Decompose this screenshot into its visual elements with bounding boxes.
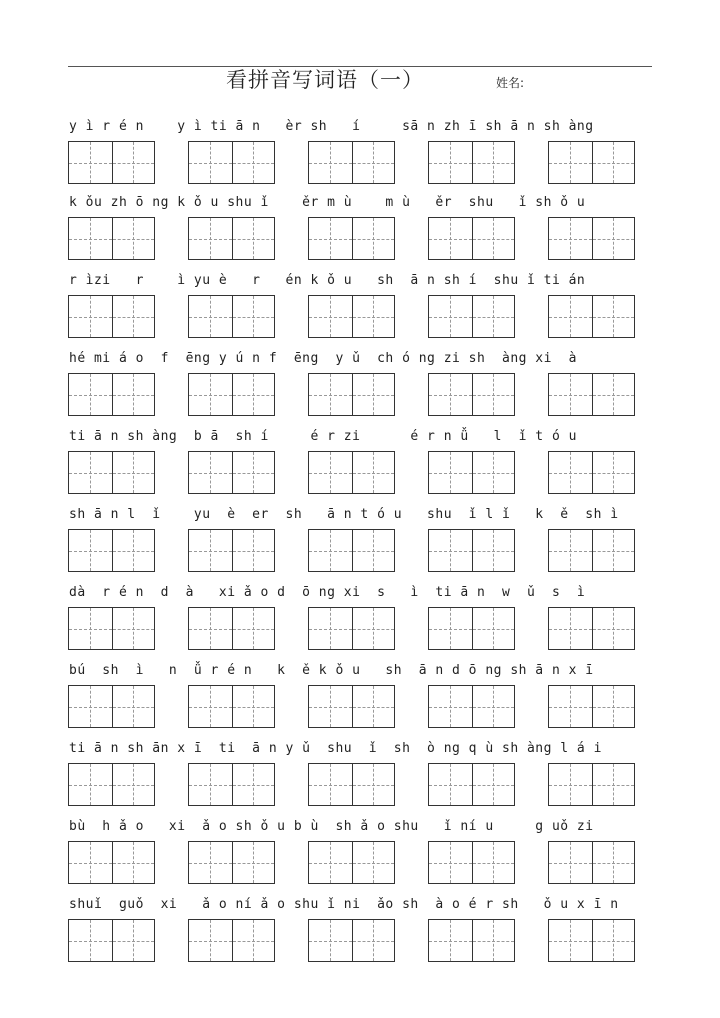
tian-zi-ge-cell[interactable] xyxy=(472,452,515,493)
exercise-row xyxy=(0,119,720,197)
tian-zi-ge-cell[interactable] xyxy=(429,452,472,493)
tian-zi-ge-cell[interactable] xyxy=(69,142,112,183)
tian-zi-ge-cell[interactable] xyxy=(189,296,232,337)
tian-zi-ge-cell[interactable] xyxy=(549,452,592,493)
writing-grid-box[interactable] xyxy=(68,373,155,416)
tian-zi-ge-cell[interactable] xyxy=(549,686,592,727)
tian-zi-ge-cell[interactable] xyxy=(549,142,592,183)
writing-grid-box[interactable] xyxy=(188,373,275,416)
writing-grid-box[interactable] xyxy=(188,451,275,494)
tian-zi-ge-cell[interactable] xyxy=(69,374,112,415)
tian-zi-ge-cell[interactable] xyxy=(352,296,395,337)
tian-zi-ge-cell[interactable] xyxy=(352,218,395,259)
exercise-row xyxy=(0,429,720,507)
tian-zi-ge-cell[interactable] xyxy=(352,142,395,183)
tian-zi-ge-cell[interactable] xyxy=(112,296,155,337)
writing-grid-box[interactable] xyxy=(428,451,515,494)
writing-grid-box[interactable] xyxy=(548,919,635,962)
writing-grid-box[interactable] xyxy=(428,529,515,572)
tian-zi-ge-cell[interactable] xyxy=(232,842,275,883)
tian-zi-ge-cell[interactable] xyxy=(309,296,352,337)
tian-zi-ge-cell[interactable] xyxy=(232,142,275,183)
tian-zi-ge-cell[interactable] xyxy=(472,218,515,259)
tian-zi-ge-cell[interactable] xyxy=(189,530,232,571)
tian-zi-ge-cell[interactable] xyxy=(472,842,515,883)
tian-zi-ge-cell[interactable] xyxy=(549,530,592,571)
tian-zi-ge-cell[interactable] xyxy=(112,842,155,883)
pinyin-line: k ǒu zh ō ng k ǒ u shu ǐ ěr m ù m ù ěr shu ǐ sh ǒ u xyxy=(69,195,586,210)
writing-grid-box[interactable] xyxy=(428,373,515,416)
tian-zi-ge-cell[interactable] xyxy=(549,608,592,649)
tian-zi-ge-cell[interactable] xyxy=(472,296,515,337)
tian-zi-ge-cell[interactable] xyxy=(429,218,472,259)
tian-zi-ge-cell[interactable] xyxy=(232,764,275,805)
writing-grid-box[interactable] xyxy=(548,685,635,728)
tian-zi-ge-cell[interactable] xyxy=(309,608,352,649)
tian-zi-ge-cell[interactable] xyxy=(352,842,395,883)
tian-zi-ge-cell[interactable] xyxy=(69,686,112,727)
tian-zi-ge-cell[interactable] xyxy=(472,686,515,727)
writing-grid-box[interactable] xyxy=(548,529,635,572)
tian-zi-ge-cell[interactable] xyxy=(429,842,472,883)
writing-grid-box[interactable] xyxy=(308,763,395,806)
tian-zi-ge-cell[interactable] xyxy=(69,764,112,805)
tian-zi-ge-cell[interactable] xyxy=(549,296,592,337)
tian-zi-ge-cell[interactable] xyxy=(112,218,155,259)
writing-grid-box[interactable] xyxy=(308,295,395,338)
tian-zi-ge-cell[interactable] xyxy=(189,218,232,259)
name-label: 姓名: xyxy=(496,76,525,90)
tian-zi-ge-cell[interactable] xyxy=(112,608,155,649)
writing-grid-box[interactable] xyxy=(188,141,275,184)
tian-zi-ge-cell[interactable] xyxy=(112,374,155,415)
tian-zi-ge-cell[interactable] xyxy=(352,764,395,805)
tian-zi-ge-cell[interactable] xyxy=(592,374,635,415)
writing-grid-box[interactable] xyxy=(188,607,275,650)
writing-grid-box[interactable] xyxy=(308,841,395,884)
writing-grid-box[interactable] xyxy=(548,841,635,884)
writing-grid-box[interactable] xyxy=(308,451,395,494)
tian-zi-ge-cell[interactable] xyxy=(429,142,472,183)
tian-zi-ge-cell[interactable] xyxy=(352,452,395,493)
exercise-row xyxy=(0,351,720,429)
pinyin-line: ti ā n sh àng b ā sh í é r zi é r n ǚ l ǐ t ó u xyxy=(69,429,577,444)
tian-zi-ge-cell[interactable] xyxy=(472,608,515,649)
exercise-row xyxy=(0,663,720,741)
writing-grid-box[interactable] xyxy=(428,841,515,884)
writing-grid-box[interactable] xyxy=(548,763,635,806)
writing-grid-box[interactable] xyxy=(68,217,155,260)
tian-zi-ge-cell[interactable] xyxy=(232,686,275,727)
pinyin-line: r ìzi r ì yu è r én k ǒ u sh ā n sh í shu ǐ ti án xyxy=(69,273,586,288)
tian-zi-ge-cell[interactable] xyxy=(189,920,232,961)
tian-zi-ge-cell[interactable] xyxy=(592,686,635,727)
writing-grid-box[interactable] xyxy=(428,607,515,650)
tian-zi-ge-cell[interactable] xyxy=(69,218,112,259)
tian-zi-ge-cell[interactable] xyxy=(352,530,395,571)
exercise-row xyxy=(0,507,720,585)
tian-zi-ge-cell[interactable] xyxy=(429,764,472,805)
writing-grid-box[interactable] xyxy=(308,373,395,416)
tian-zi-ge-cell[interactable] xyxy=(232,608,275,649)
tian-zi-ge-cell[interactable] xyxy=(352,920,395,961)
tian-zi-ge-cell[interactable] xyxy=(429,374,472,415)
writing-grid-box[interactable] xyxy=(308,607,395,650)
tian-zi-ge-cell[interactable] xyxy=(429,608,472,649)
tian-zi-ge-cell[interactable] xyxy=(112,452,155,493)
writing-grid-box[interactable] xyxy=(428,295,515,338)
tian-zi-ge-cell[interactable] xyxy=(309,764,352,805)
tian-zi-ge-cell[interactable] xyxy=(189,608,232,649)
tian-zi-ge-cell[interactable] xyxy=(309,374,352,415)
writing-grid-box[interactable] xyxy=(188,685,275,728)
writing-grid-box[interactable] xyxy=(188,217,275,260)
tian-zi-ge-cell[interactable] xyxy=(69,530,112,571)
tian-zi-ge-cell[interactable] xyxy=(472,374,515,415)
writing-grid-box[interactable] xyxy=(308,919,395,962)
writing-grid-box[interactable] xyxy=(68,685,155,728)
tian-zi-ge-cell[interactable] xyxy=(472,530,515,571)
tian-zi-ge-cell[interactable] xyxy=(69,842,112,883)
writing-grid-box[interactable] xyxy=(68,841,155,884)
tian-zi-ge-cell[interactable] xyxy=(309,686,352,727)
tian-zi-ge-cell[interactable] xyxy=(309,142,352,183)
tian-zi-ge-cell[interactable] xyxy=(189,142,232,183)
tian-zi-ge-cell[interactable] xyxy=(549,842,592,883)
writing-grid-box[interactable] xyxy=(308,685,395,728)
tian-zi-ge-cell[interactable] xyxy=(309,920,352,961)
writing-grid-box[interactable] xyxy=(428,685,515,728)
tian-zi-ge-cell[interactable] xyxy=(69,296,112,337)
exercise-row xyxy=(0,195,720,273)
tian-zi-ge-cell[interactable] xyxy=(592,608,635,649)
writing-grid-box[interactable] xyxy=(188,919,275,962)
pinyin-line: shuǐ guǒ xi ǎ o ní ǎ o shu ǐ ni ǎo sh à o é r sh ǒ u x ī n xyxy=(69,897,619,912)
writing-grid-box[interactable] xyxy=(428,763,515,806)
writing-grid-box[interactable] xyxy=(548,295,635,338)
tian-zi-ge-cell[interactable] xyxy=(592,452,635,493)
tian-zi-ge-cell[interactable] xyxy=(309,842,352,883)
writing-grid-box[interactable] xyxy=(68,295,155,338)
writing-grid-box[interactable] xyxy=(68,607,155,650)
writing-grid-box[interactable] xyxy=(548,607,635,650)
tian-zi-ge-cell[interactable] xyxy=(309,218,352,259)
tian-zi-ge-cell[interactable] xyxy=(472,142,515,183)
tian-zi-ge-cell[interactable] xyxy=(309,452,352,493)
writing-grid-box[interactable] xyxy=(428,217,515,260)
exercise-row xyxy=(0,897,720,975)
tian-zi-ge-cell[interactable] xyxy=(189,686,232,727)
tian-zi-ge-cell[interactable] xyxy=(309,530,352,571)
worksheet-title: 看拼音写词语（一） xyxy=(226,68,424,92)
writing-grid-box[interactable] xyxy=(68,919,155,962)
tian-zi-ge-cell[interactable] xyxy=(472,764,515,805)
writing-grid-box[interactable] xyxy=(68,141,155,184)
tian-zi-ge-cell[interactable] xyxy=(592,296,635,337)
tian-zi-ge-cell[interactable] xyxy=(549,218,592,259)
tian-zi-ge-cell[interactable] xyxy=(429,530,472,571)
writing-grid-box[interactable] xyxy=(428,919,515,962)
writing-grid-box[interactable] xyxy=(188,841,275,884)
tian-zi-ge-cell[interactable] xyxy=(232,296,275,337)
writing-grid-box[interactable] xyxy=(188,295,275,338)
exercise-row xyxy=(0,585,720,663)
writing-grid-box[interactable] xyxy=(308,529,395,572)
tian-zi-ge-cell[interactable] xyxy=(112,686,155,727)
writing-grid-box[interactable] xyxy=(548,373,635,416)
tian-zi-ge-cell[interactable] xyxy=(429,296,472,337)
pinyin-line: ti ā n sh ān x ī ti ā n y ǔ shu ǐ sh ò ng q ù sh àng l á i xyxy=(69,741,602,756)
tian-zi-ge-cell[interactable] xyxy=(352,374,395,415)
pinyin-line: hé mi á o f ēng y ú n f ēng y ǔ ch ó ng zi sh àng xi à xyxy=(69,351,577,366)
tian-zi-ge-cell[interactable] xyxy=(232,920,275,961)
pinyin-line: sh ā n l ǐ yu è er sh ā n t ó u shu ǐ l ǐ k ě sh ì xyxy=(69,507,619,522)
tian-zi-ge-cell[interactable] xyxy=(232,218,275,259)
writing-grid-box[interactable] xyxy=(548,141,635,184)
pinyin-line: y ì r é n y ì ti ā n èr sh í sā n zh ī sh ā n sh àng xyxy=(69,119,594,134)
tian-zi-ge-cell[interactable] xyxy=(352,608,395,649)
tian-zi-ge-cell[interactable] xyxy=(352,686,395,727)
writing-grid-box[interactable] xyxy=(188,529,275,572)
tian-zi-ge-cell[interactable] xyxy=(429,686,472,727)
writing-grid-box[interactable] xyxy=(68,451,155,494)
tian-zi-ge-cell[interactable] xyxy=(112,142,155,183)
tian-zi-ge-cell[interactable] xyxy=(189,452,232,493)
tian-zi-ge-cell[interactable] xyxy=(69,452,112,493)
tian-zi-ge-cell[interactable] xyxy=(189,842,232,883)
tian-zi-ge-cell[interactable] xyxy=(69,608,112,649)
writing-grid-box[interactable] xyxy=(428,141,515,184)
tian-zi-ge-cell[interactable] xyxy=(189,764,232,805)
tian-zi-ge-cell[interactable] xyxy=(549,764,592,805)
tian-zi-ge-cell[interactable] xyxy=(189,374,232,415)
writing-grid-box[interactable] xyxy=(68,763,155,806)
tian-zi-ge-cell[interactable] xyxy=(69,920,112,961)
writing-grid-box[interactable] xyxy=(548,217,635,260)
tian-zi-ge-cell[interactable] xyxy=(592,530,635,571)
exercise-row xyxy=(0,741,720,819)
writing-grid-box[interactable] xyxy=(548,451,635,494)
tian-zi-ge-cell[interactable] xyxy=(592,142,635,183)
tian-zi-ge-cell[interactable] xyxy=(472,920,515,961)
tian-zi-ge-cell[interactable] xyxy=(112,764,155,805)
exercise-row xyxy=(0,273,720,351)
pinyin-line: bù h ǎ o xi ǎ o sh ǒ u b ù sh ǎ o shu ǐ ní u g uǒ zi xyxy=(69,819,594,834)
writing-grid-box[interactable] xyxy=(188,763,275,806)
tian-zi-ge-cell[interactable] xyxy=(549,374,592,415)
writing-grid-box[interactable] xyxy=(308,141,395,184)
tian-zi-ge-cell[interactable] xyxy=(549,920,592,961)
tian-zi-ge-cell[interactable] xyxy=(592,920,635,961)
tian-zi-ge-cell[interactable] xyxy=(592,842,635,883)
tian-zi-ge-cell[interactable] xyxy=(592,764,635,805)
tian-zi-ge-cell[interactable] xyxy=(112,920,155,961)
pinyin-line: bú sh ì n ǚ r é n k ě k ǒ u sh ā n d ō ng sh ā n x ī xyxy=(69,663,594,678)
tian-zi-ge-cell[interactable] xyxy=(112,530,155,571)
tian-zi-ge-cell[interactable] xyxy=(232,374,275,415)
pinyin-line: dà r é n d à xi ǎ o d ō ng xi s ì ti ā n w ǔ s ì xyxy=(69,585,586,600)
writing-grid-box[interactable] xyxy=(68,529,155,572)
tian-zi-ge-cell[interactable] xyxy=(592,218,635,259)
tian-zi-ge-cell[interactable] xyxy=(429,920,472,961)
tian-zi-ge-cell[interactable] xyxy=(232,452,275,493)
writing-grid-box[interactable] xyxy=(308,217,395,260)
tian-zi-ge-cell[interactable] xyxy=(232,530,275,571)
exercise-row xyxy=(0,819,720,897)
